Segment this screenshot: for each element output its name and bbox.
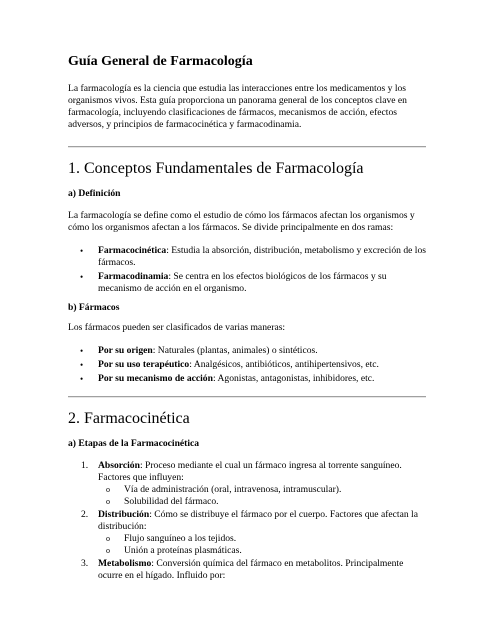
sub-list <box>98 533 428 557</box>
list-item <box>68 359 428 371</box>
list-item-term: Absorción <box>98 460 140 471</box>
subsection-drugs-heading: b) Fármacos <box>68 302 120 313</box>
list-item <box>68 373 428 385</box>
list-item-term: Metabolismo <box>98 558 152 569</box>
subsection-definition-heading: a) Definición <box>68 188 121 199</box>
list-item <box>68 245 428 269</box>
section-divider <box>68 396 426 398</box>
drug-classification-list <box>68 345 428 387</box>
section-1-heading: 1. Conceptos Fundamentales de Farmacología <box>68 160 364 177</box>
bullet-icon: • <box>80 346 84 356</box>
subsection-stages-heading: a) Etapas de la Farmacocinética <box>68 438 200 449</box>
sub-list-item-text: Flujo sanguíneo a los tejidos. <box>124 533 237 544</box>
section-divider <box>68 146 426 148</box>
list-item-desc: : Conversión química del fármaco en metabolitos. Principalmente ocurre en el hígado. Influido por: <box>98 558 404 581</box>
bullet-icon: • <box>80 272 84 282</box>
list-item-term: Distribución <box>98 509 150 520</box>
list-number: 3. <box>81 558 89 569</box>
list-item <box>68 271 428 295</box>
list-item-desc: : Analgésicos, antibióticos, antihipertensivos, etc. <box>189 359 379 370</box>
intro-paragraph: La farmacología es la ciencia que estudia las interacciones entre los medicamentos y los organismos vivos. Esta guía proporciona un panorama general de los conceptos clave en farmacología, incluyendo clasificaciones de fármacos, mecanismos de acción, efectos adversos, y principios de farmacocinética y farmacodinamia. <box>68 83 407 130</box>
list-item <box>68 345 428 357</box>
circle-bullet-icon: o <box>106 546 110 555</box>
list-item-term: Por su origen <box>98 345 153 356</box>
document-title: Guía General de Farmacología <box>68 54 253 69</box>
list-item-term: Por su uso terapéutico <box>98 359 190 370</box>
sub-list <box>98 484 428 508</box>
list-item-term: Farmacodinamia <box>98 271 169 282</box>
list-item-desc: : Proceso mediante el cual un fármaco ingresa al torrente sanguíneo. Factores que influyen: <box>98 460 402 483</box>
list-item-term: Por su mecanismo de acción <box>98 373 213 384</box>
list-item <box>68 509 428 557</box>
sub-list-item-text: Solubilidad del fármaco. <box>124 496 219 507</box>
list-item <box>68 558 428 582</box>
pharmacokinetics-stages-list <box>68 460 428 583</box>
circle-bullet-icon: o <box>106 534 110 543</box>
sub-list-item <box>98 484 428 496</box>
bullet-icon: • <box>80 360 84 370</box>
drugs-paragraph: Los fármacos pueden ser clasificados de varias maneras: <box>68 322 286 333</box>
sub-list-item <box>98 533 428 545</box>
circle-bullet-icon: o <box>106 485 110 494</box>
list-item-desc: : Cómo se distribuye el fármaco por el cuerpo. Factores que afectan la distribución: <box>98 509 418 532</box>
list-item <box>68 460 428 508</box>
list-item-term: Farmacocinética <box>98 245 167 256</box>
list-number: 2. <box>81 509 89 520</box>
definition-list <box>68 245 428 297</box>
list-item-desc: : Naturales (plantas, animales) o sintéticos. <box>152 345 318 356</box>
circle-bullet-icon: o <box>106 497 110 506</box>
bullet-icon: • <box>80 246 84 256</box>
list-item-desc: : Estudia la absorción, distribución, metabolismo y excreción de los fármacos. <box>98 245 426 268</box>
list-item-desc: : Agonistas, antagonistas, inhibidores, etc. <box>212 373 375 384</box>
section-2-heading: 2. Farmacocinética <box>68 410 190 427</box>
list-number: 1. <box>81 460 89 471</box>
definition-paragraph: La farmacología se define como el estudio de cómo los fármacos afectan los organismos y cómo los organismos afectan a los fármacos. Se divide principalmente en dos ramas: <box>68 210 415 233</box>
list-item-desc: : Se centra en los efectos biológicos de los fármacos y su mecanismo de acción en el organismo. <box>98 271 387 294</box>
sub-list-item-text: Unión a proteínas plasmáticas. <box>124 545 242 556</box>
sub-list-item <box>98 496 428 508</box>
sub-list-item-text: Vía de administración (oral, intravenosa, intramuscular). <box>124 484 342 495</box>
bullet-icon: • <box>80 374 84 384</box>
sub-list-item <box>98 545 428 557</box>
